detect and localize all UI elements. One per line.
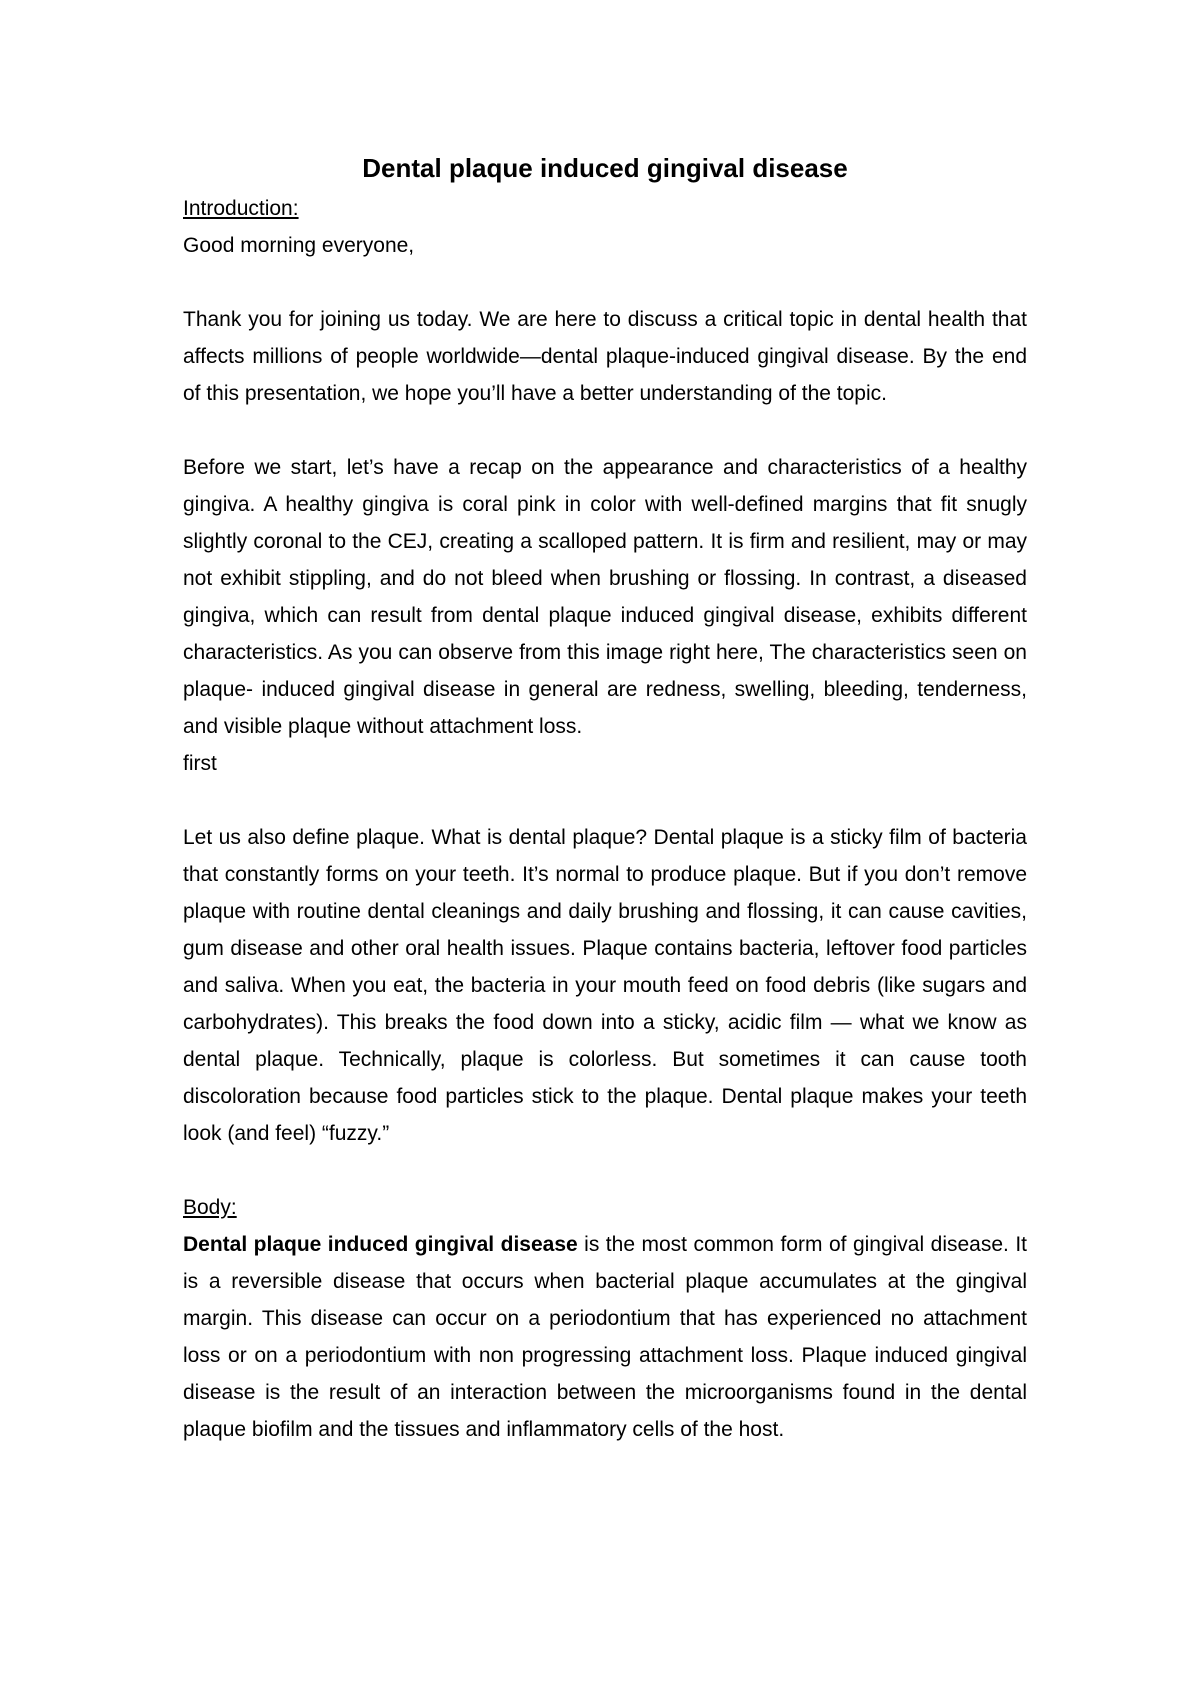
body-paragraph-text: is the most common form of gingival disease. It is a reversible disease that occurs when bacterial plaque accumulates at the gingival margin. This disease can occur on a periodontium that has experienced no attachment loss or on a periodontium with non progressing attachment loss. Plaque induced gingival disease is the result of an interaction between the microorganisms found in the dental plaque biofilm and the tissues and inflammatory cells of the host. [183,1233,1027,1441]
body-paragraph [183,1226,1027,1448]
paragraph-spacer [183,264,1027,301]
intro-paragraph-plaque-definition: Let us also define plaque. What is dental plaque? Dental plaque is a sticky film of bacteria that constantly forms on your teeth. It’s normal to produce plaque. But if you don’t remove plaque with routine dental cleanings and daily brushing and flossing, it can cause cavities, gum disease and other oral health issues. Plaque contains bacteria, leftover food particles and saliva. When you eat, the bacteria in your mouth feed on food debris (like sugars and carbohydrates). This breaks the food down into a sticky, acidic film — what we know as dental plaque. Technically, plaque is colorless. But sometimes it can cause tooth discoloration because food particles stick to the plaque. Dental plaque makes your teeth look (and feel) “fuzzy.” [183,826,1027,1145]
document-title: Dental plaque induced gingival disease [362,153,848,183]
paragraph-spacer [183,412,1027,449]
body-bold-lead: Dental plaque induced gingival disease [183,1233,578,1256]
paragraph-spacer [183,782,1027,819]
introduction-heading: Introduction: [183,197,299,220]
greeting-line: Good morning everyone, [183,234,415,257]
document-content [183,148,1027,1448]
intro-paragraph-healthy-gingiva: Before we start, let’s have a recap on the appearance and characteristics of a healthy gingiva. A healthy gingiva is coral pink in color with well-defined margins that fit snugly slightly coronal to the CEJ, creating a scalloped pattern. It is firm and resilient, may or may not exhibit stippling, and do not bleed when brushing or flossing. In contrast, a diseased gingiva, which can result from dental plaque induced gingival disease, exhibits different characteristics. As you can observe from this image right here, The characteristics seen on plaque- induced gingival disease in general are redness, swelling, bleeding, tenderness, and visible plaque without attachment loss. [183,456,1027,738]
body-heading: Body: [183,1196,237,1219]
paragraph-spacer [183,1152,1027,1189]
intro-note: first [183,752,217,775]
intro-paragraph-welcome: Thank you for joining us today. We are here to discuss a critical topic in dental health that affects millions of people worldwide—dental plaque-induced gingival disease. By the end of this presentation, we hope you’ll have a better understanding of the topic. [183,308,1027,405]
